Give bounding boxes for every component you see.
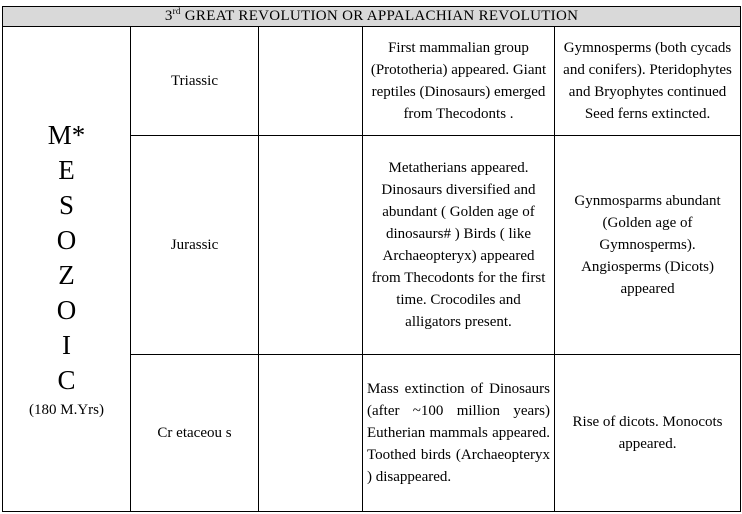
era-letter: E — [58, 155, 75, 185]
epoch-cell — [259, 355, 363, 512]
era-letter: M* — [47, 120, 86, 150]
era-cell — [3, 27, 131, 512]
period-cretaceous: Cr etaceou s — [131, 355, 259, 512]
plants-triassic: Gymnosperms (both cycads and conifers). Pteridophytes and Bryophytes continued Seed ferns extincted. — [555, 27, 741, 136]
header-ordinal-suffix: rd — [172, 6, 181, 16]
plants-jurassic: Gynmosparms abundant (Golden age of Gymnosperms). Angiosperms (Dicots) appeared — [555, 136, 741, 355]
header-ordinal: 3 — [164, 8, 173, 24]
era-letter: S — [58, 190, 75, 220]
era-letter: O — [56, 295, 77, 325]
era-age: (180 M.Yrs) — [29, 402, 104, 418]
plants-cretaceous: Rise of dicots. Monocots appeared. — [555, 355, 741, 512]
epoch-cell — [259, 136, 363, 355]
era-letter: O — [56, 225, 77, 255]
period-triassic: Triassic — [131, 27, 259, 136]
era-letter: Z — [58, 260, 75, 290]
animals-jurassic: Metatherians appeared. Dinosaurs diversified and abundant ( Golden age of dinosaurs# ) Birds ( like Archaeopteryx) appeared from Thecodonts for the first time. Crocodiles and alligators present. — [363, 136, 555, 355]
era-letter: C — [57, 365, 76, 395]
header-title: GREAT REVOLUTION OR APPALACHIAN REVOLUTION — [184, 8, 579, 24]
period-jurassic: Jurassic — [131, 136, 259, 355]
geologic-time-table — [2, 6, 741, 512]
era-letter: I — [62, 330, 71, 360]
animals-cretaceous: Mass extinction of Dinosaurs (after ~100 million years) Eutherian mammals appeared. Toothed birds (Archaeopteryx ) disappeared. — [363, 355, 555, 512]
table-header — [3, 7, 741, 27]
animals-triassic: First mammalian group (Prototheria) appeared. Giant reptiles (Dinosaurs) emerged from Thecodonts . — [363, 27, 555, 136]
epoch-cell — [259, 27, 363, 136]
table-row — [3, 27, 741, 136]
